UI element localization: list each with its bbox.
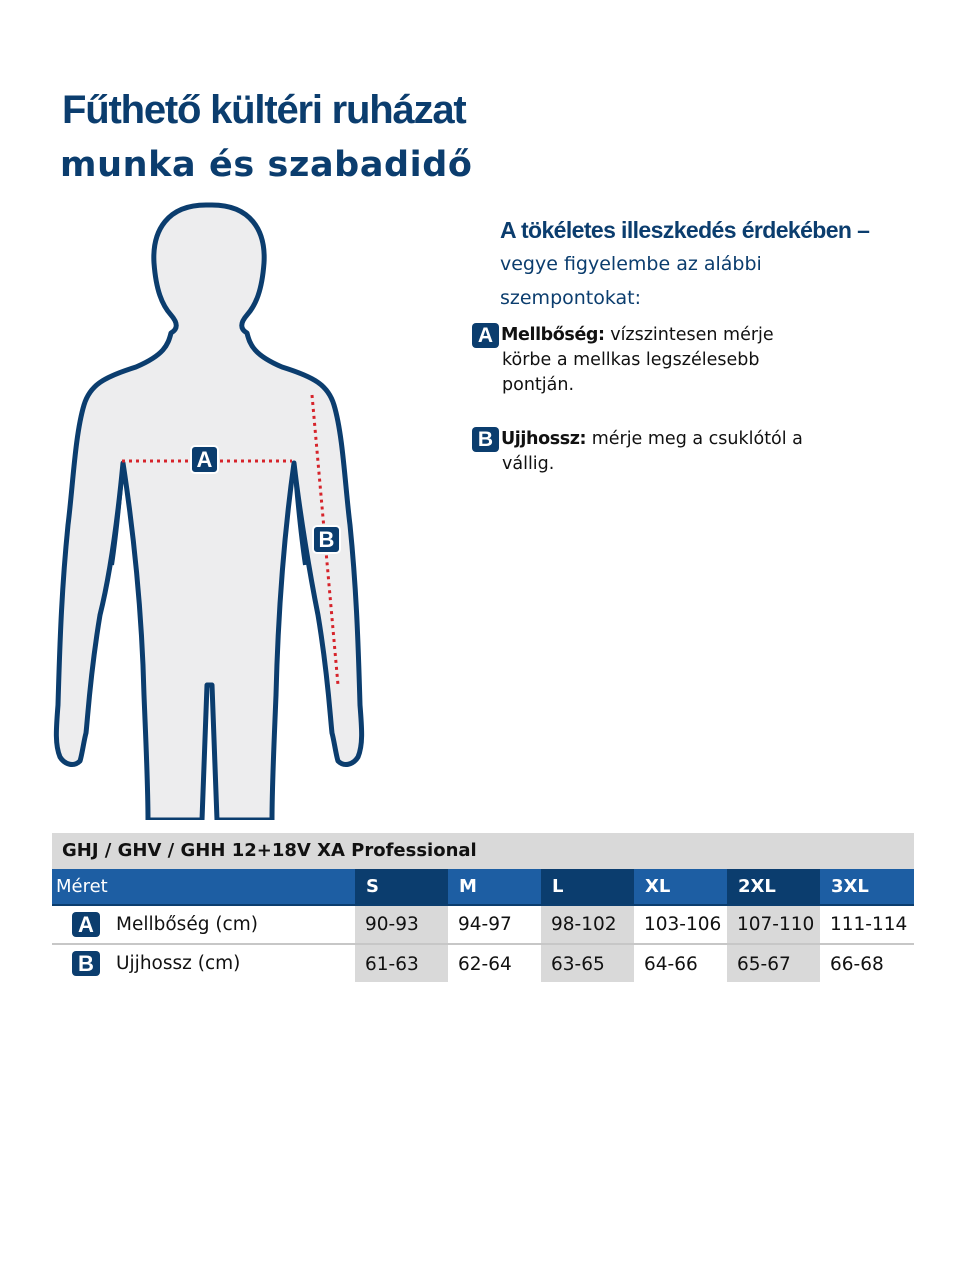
measure-a-text-line1: vízszintesen mérje: [610, 325, 774, 345]
row-b-badge: B: [72, 951, 100, 976]
size-table-header: [52, 869, 914, 906]
instructions-heading: A tökéletes illeszkedés érdekében –: [500, 217, 870, 243]
instructions-subheading: [500, 247, 800, 315]
measure-b-text-line1: mérje meg a csuklótól a: [591, 429, 803, 449]
body-outline: [56, 205, 361, 820]
size-header-3xl: 3XL: [831, 876, 869, 897]
measure-b-text-line2: vállig.: [502, 454, 555, 474]
table-cell: 65-67: [727, 945, 820, 982]
fit-instructions: [500, 215, 930, 315]
row-b-label: Ujjhossz (cm): [116, 953, 241, 974]
size-header-2xl: 2XL: [727, 869, 820, 904]
table-cell: 90-93: [355, 906, 448, 943]
measure-a-text-line2: körbe a mellkas legszélesebb: [502, 350, 760, 370]
table-cell: 94-97: [458, 914, 512, 935]
measure-a-badge: A: [472, 323, 499, 348]
marker-a-badge: [191, 446, 218, 473]
size-header-xl: XL: [645, 876, 671, 897]
row-label-sleeve: [52, 945, 355, 982]
marker-b-label: B: [318, 527, 335, 552]
row-label-chest: [52, 906, 355, 943]
measure-chest-instruction: [472, 323, 832, 398]
table-cell: 66-68: [830, 954, 884, 975]
table-cell: 61-63: [355, 945, 448, 982]
measure-a-label: Mellbőség:: [501, 325, 605, 345]
size-header-l: L: [541, 869, 634, 904]
measure-sleeve-instruction: [472, 427, 832, 477]
table-cell: 64-66: [644, 954, 698, 975]
page-subtitle: munka és szabadidő: [60, 145, 473, 185]
page-title: Fűthető kültéri ruházat: [62, 88, 466, 132]
row-a-label: Mellbőség (cm): [116, 914, 258, 935]
size-table: [52, 833, 914, 982]
measure-b-badge: B: [472, 427, 499, 452]
marker-a-label: A: [196, 447, 213, 472]
table-cell: 107-110: [727, 906, 820, 943]
table-row: [52, 945, 914, 982]
table-row: [52, 906, 914, 945]
marker-b-badge: [313, 526, 340, 553]
row-a-badge: A: [72, 912, 100, 937]
table-cell: 63-65: [541, 945, 634, 982]
table-cell: 62-64: [458, 954, 512, 975]
body-silhouette-figure: [40, 195, 420, 820]
instructions-subheading-line2: szempontokat:: [500, 287, 642, 309]
size-table-title: GHJ / GHV / GHH 12+18V XA Professional: [52, 833, 914, 869]
measure-b-label: Ujjhossz:: [501, 429, 587, 449]
size-header-s: S: [355, 869, 448, 904]
measure-a-text-line3: pontján.: [502, 375, 575, 395]
instructions-subheading-line1: vegye figyelembe az alábbi: [500, 253, 762, 275]
table-cell: 111-114: [830, 914, 908, 935]
table-cell: 103-106: [644, 914, 722, 935]
size-header-m: M: [459, 876, 477, 897]
table-cell: 98-102: [541, 906, 634, 943]
size-header-label: Méret: [56, 876, 108, 897]
